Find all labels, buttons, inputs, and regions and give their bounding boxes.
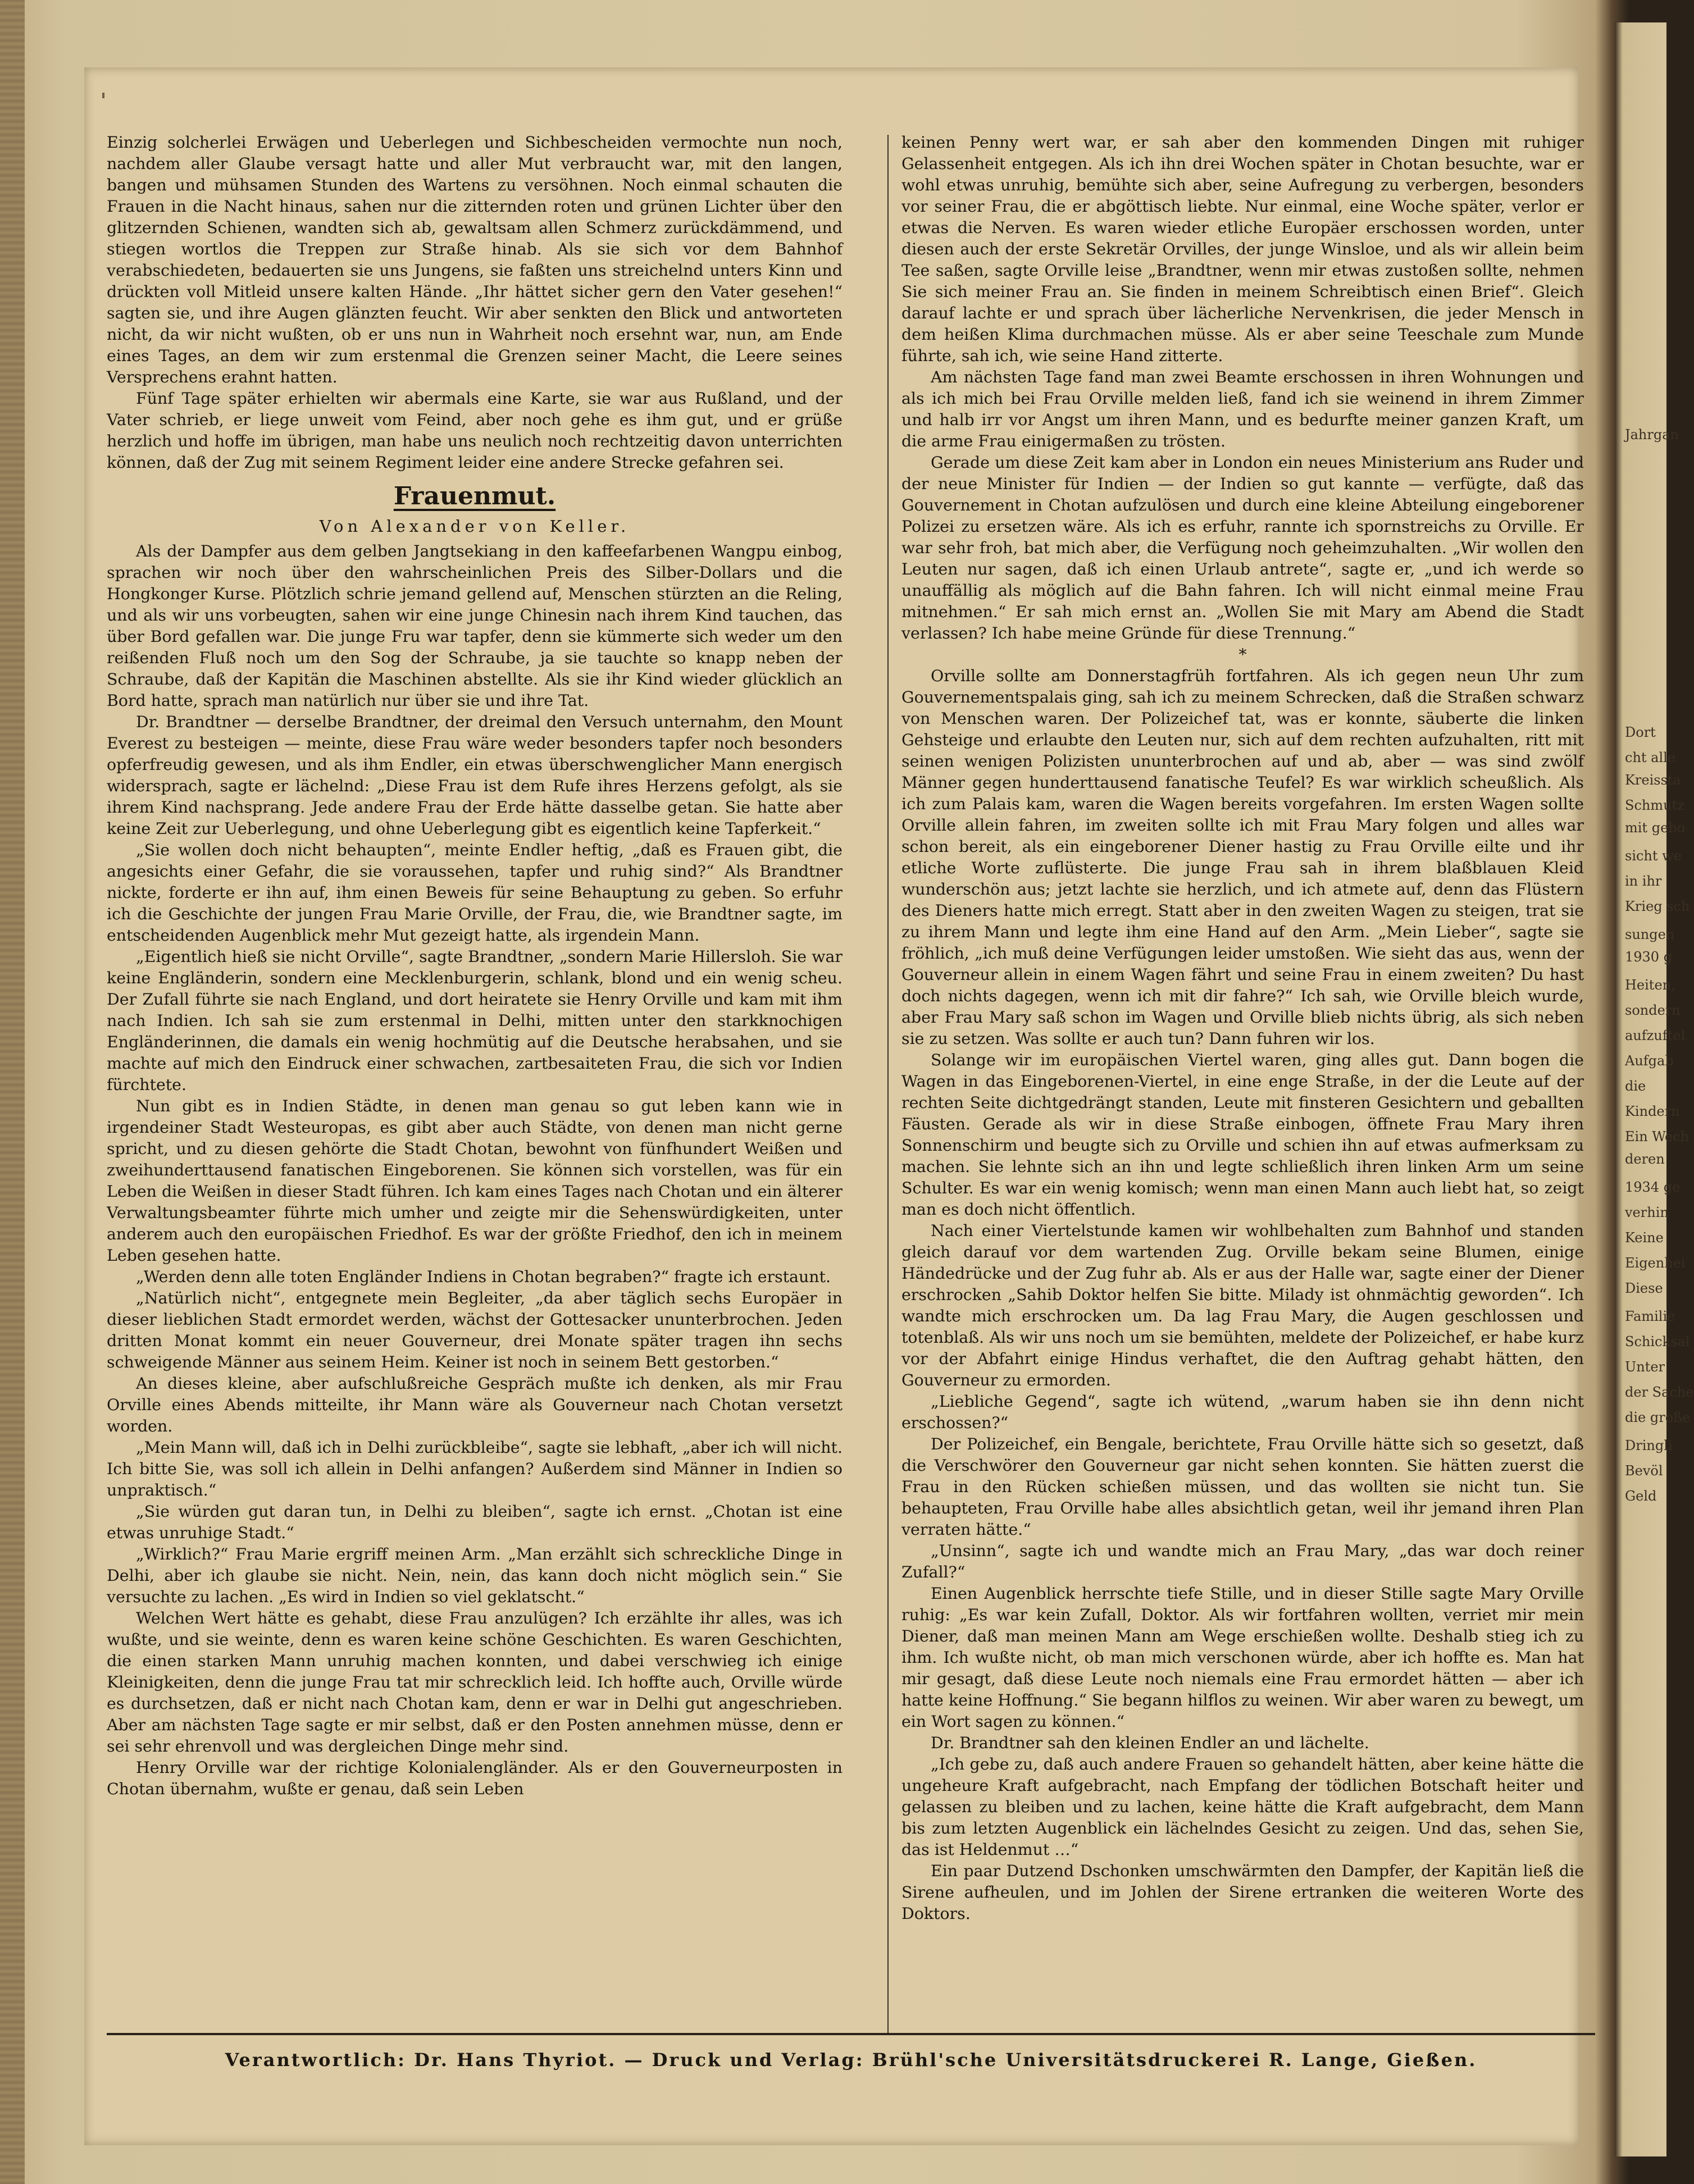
paragraph: Gerade um diese Zeit kam aber in London ein neues Ministerium ans Ruder und der neue Minister für Indien — der Indien so gut kannte — verfügte, daß das Gouvernement in Chotan aufzulösen und durch eine kleine Abteilung eingeborener Polizei zu ersetzen wäre. Als ich es erfuhr, rannte ich spornstreichs zu Orville. Er war sehr froh, bat mich aber, die Verfügung noch geheimzuhalten. „Wir wollen den Leuten nur sagen, daß ich einen Urlaub antrete“, sagte er, „und ich werde so unauffällig als möglich auf die Bahn fahren. Ich will nicht einmal meine Frau mitnehmen.“ Er sah mich ernst an. „Wollen Sie mit Mary am Abend die Stadt verlassen? Ich habe meine Gründe für diese Trennung.“ (901, 453, 1584, 642)
paragraph: „Eigentlich hieß sie nicht Orville“, sagte Brandtner, „sondern Marie Hillersloh. Sie war keine Engländerin, sondern eine Mecklenburgerin, schlank, blond und ein wenig scheu. Der Zufall führte sie nach England, und dort heiratete sie Henry Orville und kam mit ihm nach Indien. Ich sah sie zum erstenmal in Delhi, mitten unter den starkknochigen Engländerinnen, die damals ein wenig hochmütig auf die Deutsche herabsahen, und sie machte auf mich den Eindruck einer schwachen, zartbesaiteten Frau, die sich vor Indien fürchtete. (107, 947, 843, 1094)
adjacent-page-text-fragment: Heiten, (1625, 977, 1675, 993)
story-body-left (107, 541, 843, 1800)
paragraph: Henry Orville war der richtige Kolonialengländer. Als er den Gouverneurposten in Chotan übernahm, wußte er genau, daß sein Leben (107, 1758, 843, 1798)
page-mark (102, 93, 104, 98)
adjacent-page-text-fragment: Bevöl (1625, 1463, 1663, 1479)
paragraph: keinen Penny wert war, er sah aber den kommenden Dingen mit ruhiger Gelassenheit entgegen. Als ich ihn drei Wochen später in Chotan besuchte, war er wohl etwas unruhig, bemühte sich aber, seine Aufregung zu verbergen, besonders vor seiner Frau, die er abgöttisch liebte. Nur einmal, eine Woche später, verlor er etwas die Nerven. Es waren wieder etliche Europäer erschossen worden, unter diesen auch der erste Sekretär Orvilles, der junge Winsloe, und als wir allein beim Tee saßen, sagte Orville leise „Brandtner, wenn mir etwas zustoßen sollte, nehmen Sie sich meiner Frau an. Sie finden in meinem Schreibtisch einen Brief“. Gleich darauf lachte er und sprach über lächerliche Nervenkrisen, die jeder Mensch in dem heißen Klima durchmachen müsse. Als er aber seine Teeschale zum Munde führte, sah ich, wie seine Hand zitterte. (901, 133, 1584, 365)
paragraph: Nun gibt es in Indien Städte, in denen man genau so gut leben kann wie in irgendeiner Stadt Westeuropas, es gibt aber auch Städte, von denen man nicht gerne spricht, und zu diesen gehörte die Stadt Chotan, bewohnt von fünfhundert Weißen und zweihunderttausend fanatischen Eingeborenen. Sie können sich vorstellen, was für ein Leben die Weißen in dieser Stadt führen. Ich kam eines Tages nach Chotan und ein älterer Verwaltungsbeamter führte mich umher und zeigte mir die Sehenswürdigkeiten, unter anderem auch den europäischen Friedhof. Es war der größte Friedhof, den ich in meinem Leben gesehen hatte. (107, 1097, 843, 1265)
column-divider (887, 135, 889, 2033)
paragraph: Dr. Brandtner — derselbe Brandtner, der dreimal den Versuch unternahm, den Mount Everest zu besteigen — meinte, diese Frau wäre weder besonders tapfer noch besonders opferfreudig gewesen, und als ihm Endler, ein etwas überschwenglicher Mann energisch widersprach, sagte er lächelnd: „Diese Frau ist dem Rufe ihres Herzens gefolgt, als sie ihrem Kind nachsprang. Jede andere Frau der Erde hätte dasselbe getan. Sie hatte aber keine Zeit zur Ueberlegung, und ohne Ueberlegung gibt es eigentlich keine Tapferkeit.“ (107, 713, 843, 838)
paragraph: „Unsinn“, sagte ich und wandte mich an Frau Mary, „das war doch reiner Zufall?“ (901, 1542, 1584, 1581)
paragraph: „Sie wollen doch nicht behaupten“, meinte Endler heftig, „daß es Frauen gibt, die angesichts einer Gefahr, die sie voraussehen, tapfer und ruhig sind?“ Als Brandtner nickte, forderte er ihn auf, ihm einen Beweis für seine Behauptung zu geben. So erfuhr ich die Geschichte der jungen Frau Marie Orville, der Frau, die, wie Brandtner sagte, im entscheidenden Augenblick mehr Mut gezeigt hatte, als irgendein Mann. (107, 841, 843, 945)
paragraph: Dr. Brandtner sah den kleinen Endler an und lächelte. (931, 1734, 1369, 1752)
paragraph: Am nächsten Tage fand man zwei Beamte erschossen in ihren Wohnungen und als ich mich bei Frau Orville melden ließ, fand ich sie weinend in ihrem Zimmer und halb irr vor Angst um ihren Mann, und es bedurfte meiner ganzen Kraft, um die arme Frau einigermaßen zu trösten. (901, 368, 1584, 450)
story-title: Frauenmut. (393, 482, 556, 510)
paragraph: Der Polizeichef, ein Bengale, berichtete, Frau Orville hätte sich so gesetzt, daß die Verschwörer den Gouverneur gar nicht sehen konnten. Sie hätten zuerst die Frau in den Rücken schießen müssen, und das wollten sie nicht tun. Sie behaupteten, Frau Orville habe alles absichtlich getan, weil ihr jemand ihren Plan verraten hätte.“ (901, 1435, 1584, 1539)
adjacent-page-text-fragment: Schmutz (1625, 797, 1684, 813)
story-ending (107, 132, 843, 473)
adjacent-page-text-fragment: verhin (1625, 1205, 1669, 1220)
story-body-right-part2 (901, 665, 1584, 1925)
paragraph: An dieses kleine, aber aufschlußreiche Gespräch mußte ich denken, als mir Frau Orville eines Abends mitteilte, ihr Mann wäre als Gouverneur nach Chotan versetzt worden. (107, 1374, 843, 1435)
adjacent-page-text-fragment: Kindern (1625, 1104, 1680, 1119)
adjacent-page-text-fragment: Diese (1625, 1280, 1663, 1296)
adjacent-page-text-fragment: cht alle (1625, 750, 1676, 765)
section-separator: * (1238, 645, 1247, 664)
paragraph: „Werden denn alle toten Engländer Indiens in Chotan begraben?“ fragte ich erstaunt. (136, 1267, 831, 1286)
adjacent-page-text-fragment: Unter (1625, 1359, 1665, 1375)
adjacent-page-text-fragment: 1930 g (1625, 949, 1673, 965)
adjacent-page-text-fragment: sondern (1625, 1002, 1681, 1018)
adjacent-page-text-fragment: Aufgab (1625, 1053, 1674, 1069)
adjacent-page-text-fragment: die große (1625, 1410, 1691, 1425)
adjacent-page-text-fragment: Dort (1625, 724, 1656, 740)
adjacent-page-text-fragment: sicht we (1625, 848, 1682, 864)
adjacent-page-text-fragment: Ein Wech (1625, 1129, 1690, 1145)
paragraph: Welchen Wert hätte es gehabt, diese Frau anzulügen? Ich erzählte ihr alles, was ich wußte, und sie weinte, denn es waren keine schöne Geschichten. Es waren Geschichten, die einen starken Mann unruhig machen konnten, und dabei verschwieg ich einige Kleinigkeiten, denn die junge Frau tat mir schrecklich leid. Ich hoffte auch, Orville würde es durchsetzen, daß er nicht nach Chotan kam, denn er war in Delhi gut angeschrieben. Aber am nächsten Tage sagte er mir selbst, daß er den Posten annehmen müsse, denn er sei sehr ehrenvoll und was dergleichen Dinge mehr sind. (107, 1609, 843, 1756)
adjacent-page-text-fragment: Familie (1625, 1308, 1675, 1324)
adjacent-page-text-fragment: Krieg sch (1625, 899, 1690, 914)
story-body-right-part1 (901, 132, 1584, 644)
adjacent-page-text-fragment: Kreissta (1625, 772, 1681, 788)
adjacent-page-text-fragment: sungen (1625, 927, 1675, 942)
right-column (901, 132, 1584, 2019)
adjacent-page-text-fragment: Eigenhei (1625, 1255, 1686, 1271)
adjacent-page-text-fragment: deren (1625, 1151, 1665, 1167)
adjacent-page-text-fragment: die (1625, 1078, 1646, 1094)
adjacent-page-text-fragment: aufzuftel (1625, 1028, 1686, 1043)
adjacent-page-text-fragment: der Sache (1625, 1384, 1694, 1400)
adjacent-page-text-fragment: Keine (1625, 1230, 1664, 1246)
paragraph: „Ich gebe zu, daß auch andere Frauen so gehandelt hätten, aber keine hätte die ungeheure Kraft aufgebracht, nach Empfang der tödlichen Botschaft heiter und gelassen zu bleiben und zu lachen, keine hätte die Kraft aufgebracht, dem Mann bis zum letzten Augenblick ein lächelndes Gesicht zu zeigen. Und das, sehen Sie, das ist Heldenmut …“ (901, 1755, 1584, 1859)
paragraph: Nach einer Viertelstunde kamen wir wohlbehalten zum Bahnhof und standen gleich darauf vor dem wartenden Zug. Orville bekam seine Blumen, einige Händedrücke und der Zug fuhr ab. Als er aus der Halle war, sagte einer der Diener erschrocken „Sahib Doktor helfen Sie bitte. Milady ist ohnmächtig geworden“. Ich wandte mich erschrocken um. Da lag Frau Mary, die Augen geschlossen und totenblaß. Als wir uns noch um sie bemühten, meldete der Polizeichef, er habe kurz vor der Abfahrt einige Hindus verhaftet, die den Auftrag gehabt hätten, den Gouverneur zu ermorden. (901, 1221, 1584, 1389)
adjacent-page-text-fragment: in ihr (1625, 873, 1662, 889)
paragraph: Orville sollte am Donnerstagfrüh fortfahren. Als ich gegen neun Uhr zum Gouvernementspalais ging, sah ich zu meinem Schrecken, daß die Straßen schwarz von Menschen waren. Der Polizeichef tat, was er konnte, säuberte die linken Gehsteige und erlaubte den Leuten nur, sich auf dem rechten aufzuhalten, ritt mit seinen wenigen Polizisten ununterbrochen auf und ab, aber — was sind zwölf Männer gegen hunderttausend fanatische Teufel? Es war wirklich scheußlich. Als ich zum Palais kam, waren die Wagen bereits vorgefahren. Im ersten Wagen sollte Orville allein fahren, im zweiten sollte ich mit Frau Mary folgen und alles war schon bereit, als ein eingeborener Diener hastig zu Frau Orville eilte und ihr etliche Worte zuflüsterte. Die junge Frau sah in ihrem blaßblauen Kleid wunderschön aus; jetzt lachte sie herzlich, und ich atmete auf, denn das Flüstern des Dieners hatte mich erregt. Statt aber in den zweiten Wagen zu steigen, trat sie zu ihrem Mann und legte ihm eine Hand auf den Arm. „Mein Lieber“, sagte sie fröhlich, „ich muß deine Verfügungen leider umstoßen. Wie sieht das aus, wenn der Gouverneur allein in einem Wagen fährt und seine Frau in einem zweiten? Du hast doch nichts dagegen, wenn ich mit dir fahre?“ Ich sah, wie Orville bleich wurde, aber Frau Mary saß schon im Wagen und Orville blieb nichts übrig, als sich neben sie zu setzen. Was sollte er auch tun? Dann fuhren wir los. (901, 667, 1584, 1048)
footer-rule (107, 2033, 1595, 2035)
paragraph: Einen Augenblick herrschte tiefe Stille, und in dieser Stille sagte Mary Orville ruhig: „Es war kein Zufall, Doktor. Als wir fortfahren wollten, verriet mir mein Diener, daß man meinen Mann am Wege erschießen wollte. Deshalb stieg ich zu ihm. Ich wußte nicht, ob man mich verschonen würde, aber ich hoffte es. Man hat mir gesagt, daß diese Leute noch niemals eine Frau ermordet hätten — aber ich hatte keine Hoffnung.“ Sie begann hilflos zu weinen. Wir aber waren zu bewegt, um ein Wort sagen zu können.“ (901, 1584, 1584, 1731)
paragraph: Als der Dampfer aus dem gelben Jangtsekiang in den kaffeefarbenen Wangpu einbog, sprachen wir noch über den wahrscheinlichen Preis des Silber-Dollars und die Hongkonger Kurse. Plötzlich schrie jemand gellend auf, Menschen stürzten an die Reling, und als wir uns vorbeugten, sahen wir eine junge Chinesin nach ihrem Kind tauchen, das über Bord gefallen war. Die junge Fru war tapfer, denn sie kümmerte sich weder um den reißenden Fluß noch um den Sog der Schraube, ja sie tauchte so knapp neben der Schraube, daß der Kapitän die Maschinen abstellte. Als sie ihr Kind wieder glücklich an Bord hatte, sprach man natürlich nur über sie und ihre Tat. (107, 542, 843, 710)
adjacent-page-text-fragment: Geld (1625, 1488, 1657, 1504)
paragraph: „Mein Mann will, daß ich in Delhi zurückbleibe“, sagte sie lebhaft, „aber ich will nicht. Ich bitte Sie, was soll ich allein in Delhi anfangen? Außerdem sind Männer in Indien so unpraktisch.“ (107, 1438, 843, 1499)
paragraph: Ein paar Dutzend Dschonken umschwärmten den Dampfer, der Kapitän ließ die Sirene aufheulen, und im Johlen der Sirene ertranken die weiteren Worte des Doktors. (901, 1862, 1584, 1923)
imprint-footer: Verantwortlich: Dr. Hans Thyriot. — Druck und Verlag: Brühl'sche Universitätsdruckerei R. Lange, Gießen. (225, 2049, 1477, 2071)
paragraph: „Sie würden gut daran tun, in Delhi zu bleiben“, sagte ich ernst. „Chotan ist eine etwas unruhige Stadt.“ (107, 1502, 843, 1542)
adjacent-page-text-fragment: Jahrgan (1625, 427, 1679, 443)
adjacent-page-edge (1615, 22, 1694, 2156)
story-byline: Von Alexander von Keller. (319, 517, 630, 536)
adjacent-page-text-fragment: mit gebo (1625, 820, 1686, 836)
left-column (107, 132, 843, 2019)
adjacent-page-text-fragment: 1934 ge (1625, 1179, 1681, 1195)
book-binding-edge (0, 0, 25, 2184)
adjacent-page-text-fragment: Dringli (1625, 1438, 1673, 1453)
adjacent-page-text-fragment: Schicksal (1625, 1334, 1690, 1349)
paragraph: „Wirklich?“ Frau Marie ergriff meinen Arm. „Man erzählt sich schreckliche Dinge in Delhi, aber ich glaube sie nicht. Nein, nein, das kann doch nicht möglich sein.“ Sie versuchte zu lachen. „Es wird in Indien so viel geklatscht.“ (107, 1545, 843, 1606)
paragraph: „Liebliche Gegend“, sagte ich wütend, „warum haben sie ihn denn nicht erschossen?“ (901, 1392, 1584, 1432)
paragraph: Solange wir im europäischen Viertel waren, ging alles gut. Dann bogen die Wagen in das Eingeborenen-Viertel, in eine enge Straße, in der die Leute auf der rechten Seite dichtgedrängt standen, Leute mit finsteren Gesichtern und geballten Fäusten. Gerade als wir in diese Straße einbogen, öffnete Frau Mary ihren Sonnenschirm und beugte sich zu Orville und schien ihn auf etwas aufmerksam zu machen. Sie lehnte sich an ihn und legte schließlich ihren linken Arm um seine Schulter. Es war ein wenig komisch; wenn man einen Mann auch liebt hat, so zeigt man es doch nicht öffentlich. (901, 1051, 1584, 1219)
paragraph: „Natürlich nicht“, entgegnete mein Begleiter, „da aber täglich sechs Europäer in dieser lieblichen Stadt ermordet werden, wächst der Gottesacker ununterbrochen. Jeden dritten Monat kommt ein neuer Gouverneur, drei Monate später tragen ihn sechs schweigende Männer aus seinem Heim. Keiner ist noch in seinem Bett gestorben.“ (107, 1289, 843, 1371)
paragraph: Einzig solcherlei Erwägen und Ueberlegen und Sichbescheiden vermochte nun noch, nachdem aller Glaube versagt hatte und aller Mut verbraucht war, mit den langen, bangen und mühsamen Stunden des Wartens zu versöhnen. Noch einmal schauten die Frauen in die Nacht hinaus, sahen nur die zitternden roten und grünen Lichter über den glitzernden Schienen, wandten sich ab, gewaltsam allen Schmerz zurückdämmend, und stiegen wortlos die Treppen zur Straße hinab. Als sie sich vor dem Bahnhof verabschiedeten, bedauerten sie uns Jungens, sie faßten uns streichelnd unters Kinn und drückten voll Mitleid unsere kalten Hände. „Ihr hättet sicher gern den Vater gesehen!“ sagten sie, und ihre Augen glänzten feucht. Wir aber senkten den Blick und antworteten nicht, da wir nicht wußten, ob er uns nun in Wahrheit noch ersehnt war, nun, am Ende eines Tages, an dem wir zum erstenmal die Grenzen seiner Macht, die Leere seines Versprechens erahnt hatten. (107, 133, 843, 386)
paragraph: Fünf Tage später erhielten wir abermals eine Karte, sie war aus Rußland, und der Vater schrieb, er liege unweit vom Feind, aber noch gehe es ihm gut, und er grüße herzlich und hoffe im übrigen, man habe uns neulich noch rechtzeitig davon unterrichten können, daß der Zug mit seinem Regiment leider eine andere Strecke gefahren sei. (107, 389, 843, 472)
